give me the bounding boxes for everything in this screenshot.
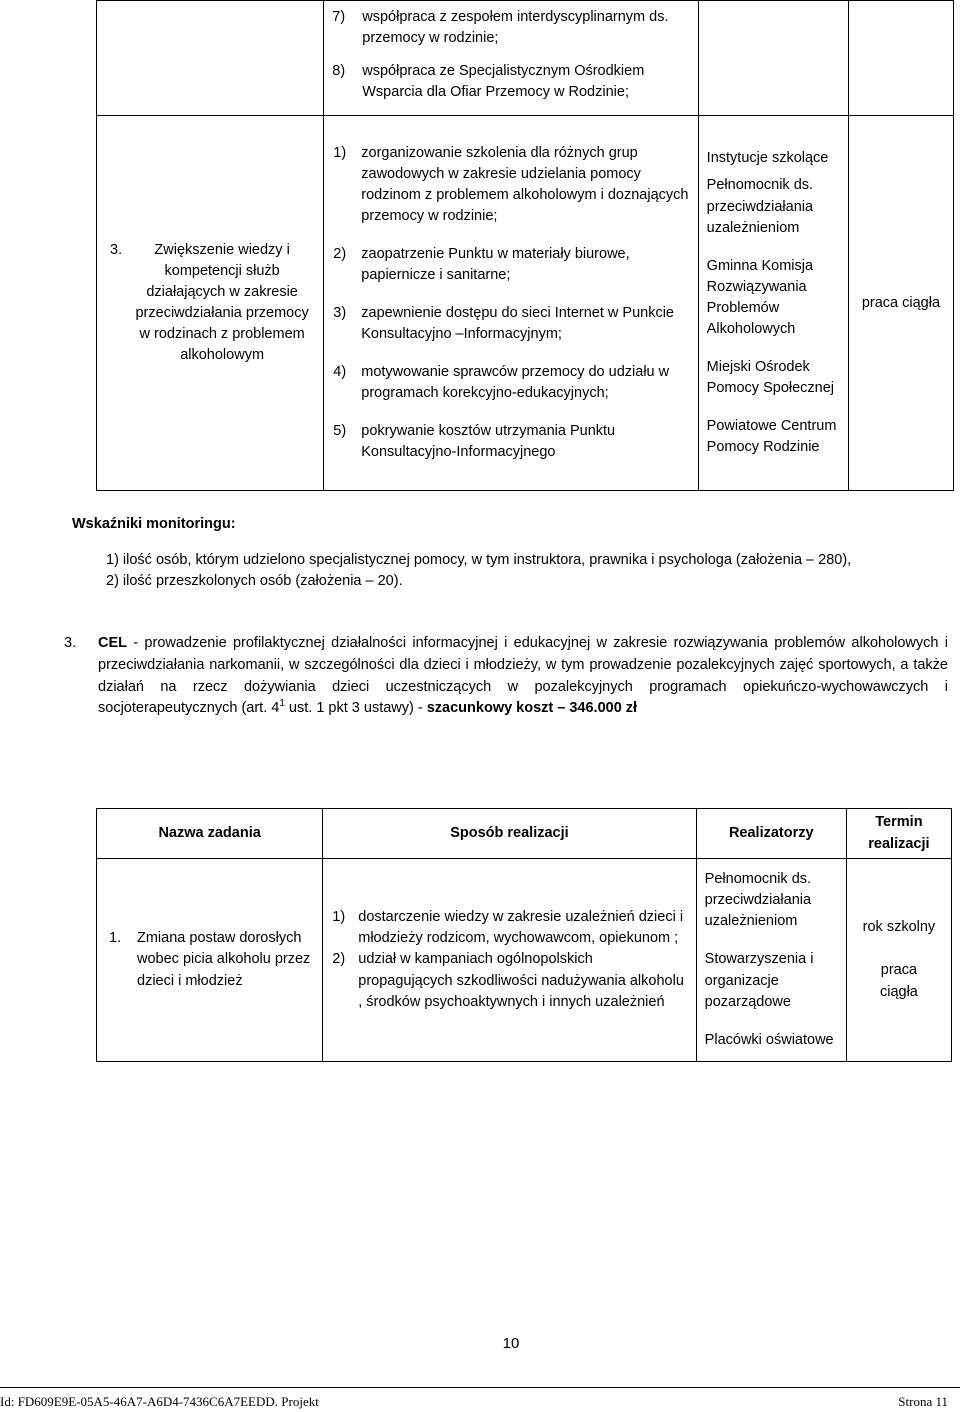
page-number: 10 [502, 1335, 520, 1352]
realizer: Gminna Komisja Rozwiązywania Problemów Alkoholowych [706, 257, 814, 337]
list-item: 2) zaopatrzenie Punktu w materiały biurowe, papiernicze i sanitarne; [333, 246, 630, 284]
task-number: 1. [109, 930, 122, 947]
realizer: Placówki oświatowe [704, 1031, 834, 1048]
list-item: 8) współpraca ze Specjalistycznym Ośrodkiem Wsparcia dla Ofiar Przemocy w Rodzinie; [332, 63, 645, 101]
list-item: 5) pokrywanie kosztów utrzymania Punktu Konsultacyjno-Informacyjnego [333, 423, 616, 461]
section-number: 3. [64, 635, 77, 651]
table-row [97, 859, 952, 1062]
task-cell [97, 859, 323, 1062]
table-cell-empty [848, 1, 953, 116]
list-item: 7) współpraca z zespołem interdyscyplinarnym ds. przemocy w rodzinie; [332, 9, 669, 47]
table-cell-empty [97, 1, 324, 116]
list-item: 2) udział w kampaniach ogólnopolskich propagujących szkodliwości nadużywania alkoholu , środków psychoaktywnych i innych uzależnień [332, 951, 684, 1010]
realizer: Powiatowe Centrum Pomocy Rodzinie [706, 417, 837, 455]
list-item: 4) motywowanie sprawców przemocy do udziału w programach korekcyjno-edukacyjnych; [333, 364, 670, 402]
continued-method-cell [324, 1, 698, 116]
realizer: Miejski Ośrodek Pomocy Społecznej [706, 358, 835, 396]
section-3-paragraph: 3. CEL - prowadzenie profilaktycznej działalności informacyjnej i edukacyjnej w zakresie rozwiązywania problemów alkoholowych i przeciwdziałania narkomanii, w szczególności dla dzieci i młodzieży, w tym prowadzenie pozalekcyjnych zajęć sportowych, a także działań na rzecz dożywiania dzieci uczestniczących w pozalekcyjnych programach opiekuńczo-wychowawczych i socjoterapeutycznych (art. $4^1$ ust. 1 pkt 3 ustawy) - szacunkowy koszt – 346.000 zł [64, 635, 948, 717]
realizers-cell [698, 116, 848, 491]
task-text: Zmiana postaw dorosłych wobec picia alkoholu przez dzieci i młodzież [137, 930, 311, 989]
continued-method-list [332, 1, 689, 103]
realizer: Stowarzyszenia i organizacje pozarządowe [704, 951, 814, 1010]
list-item: 1) zorganizowanie szkolenia dla różnych grup zawodowych w zakresie udzielania pomocy rodzinom z problemem alkoholowym i doznających przemocy w rodzinie; [333, 144, 689, 225]
table-row [97, 116, 954, 491]
list-item: 1) dostarczenie wiedzy w zakresie uzależnień dzieci i młodzieży rodzicom, wychowawcom, opiekunom ; [332, 909, 684, 947]
method-list [333, 143, 689, 463]
column-header: Sposób realizacji [323, 809, 696, 859]
tasks-table-1 [96, 0, 954, 491]
term-cell: praca ciągła [848, 116, 953, 491]
estimated-cost: szacunkowy koszt – 346.000 zł [426, 700, 638, 717]
superscript: 1 [279, 698, 285, 710]
column-header: Termin realizacji [846, 809, 951, 859]
table-cell-empty [698, 1, 848, 116]
footer-document-id: Id: FD609E9E-05A5-46A7-A6D4-7436C6A7EEDD. Projekt [0, 1394, 319, 1409]
column-header: Nazwa zadania [97, 809, 323, 859]
method-list [332, 907, 687, 1012]
footer-page-label: Strona 11 [898, 1394, 948, 1409]
realizer: Pełnomocnik ds. przeciwdziałania uzależnieniom [704, 871, 812, 930]
table-header-row [97, 809, 952, 859]
column-header: Realizatorzy [696, 809, 846, 859]
section-lead: CEL [98, 635, 127, 651]
tasks-table-2 [96, 808, 952, 1062]
goal-text: Zwiększenie wiedzy i kompetencji służb działających w zakresie przeciwdziałania przemocy w rodzinach z problemem alkoholowym [135, 242, 309, 364]
term: praca ciągła [879, 962, 918, 1000]
realizer: Instytucje szkolące [706, 150, 829, 167]
list-item: 1) ilość osób, którym udzielono specjalistycznej pomocy, w tym instruktora, prawnika i psychologa (założenia – 280), [106, 552, 852, 568]
method-cell [323, 859, 696, 1062]
footer-divider [0, 1387, 960, 1388]
realizer: Pełnomocnik ds. przeciwdziałania uzależnieniom [706, 177, 814, 236]
list-item: 2) ilość przeszkolonych osób (założenia – 20). [106, 573, 403, 590]
goal-number: 3. [110, 242, 123, 259]
method-cell [324, 116, 698, 491]
realizers-cell [696, 859, 846, 1062]
list-item: 3) zapewnienie dostępu do sieci Internet w Punkcie Konsultacyjno –Informacyjnym; [333, 305, 674, 343]
term: rok szkolny [862, 919, 936, 936]
monitoring-title: Wskaźniki monitoringu: [72, 516, 236, 532]
monitoring-list [106, 550, 851, 592]
term-cell [846, 859, 951, 1062]
table-row [97, 1, 954, 116]
goal-cell [97, 116, 324, 491]
